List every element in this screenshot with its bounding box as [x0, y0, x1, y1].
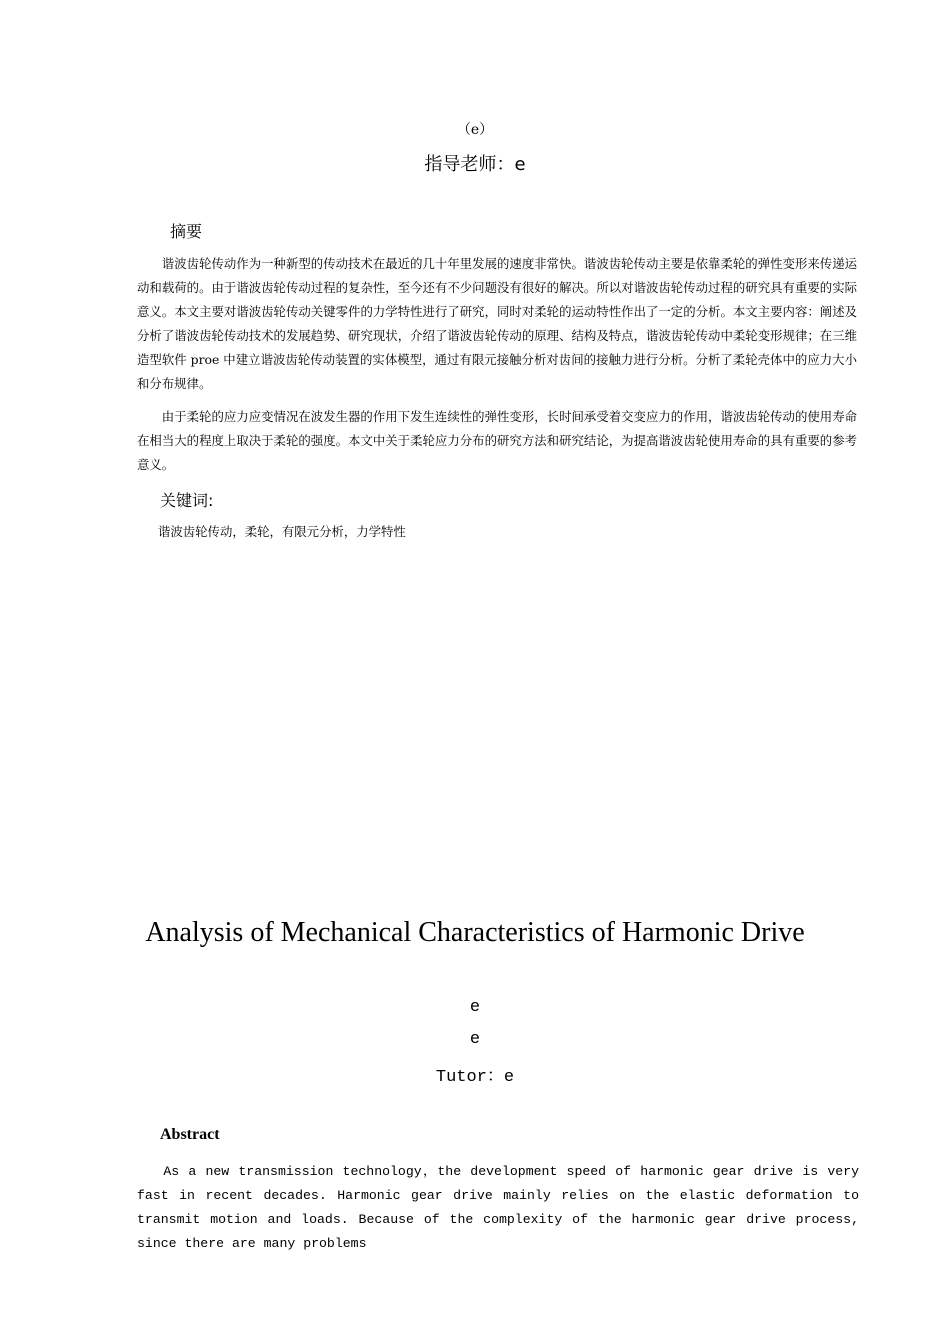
- cn-tutor-line: 指导老师：e: [424, 154, 526, 175]
- cn-abstract-paragraph-1: 谐波齿轮传动作为一种新型的传动技术在最近的几十年里发展的速度非常快。谐波齿轮传动主要是依靠柔轮的弹性变形来传递运动和载荷的。由于谐波齿轮传动过程的复杂性，至今还有不少问题没有很好的解决。所以对谐波齿轮传动过程的研究具有重要的实际意义。本文主要对谐波齿轮传动关键零件的力学特性进行了研究，同时对柔轮的运动特性作出了一定的分析。本文主要内容：阐述及分析了谐波齿轮传动技术的发展趋势、研究现状，介绍了谐波齿轮传动的原理、结构及特点，谐波齿轮传动中柔轮变形规律；在三维造型软件 proe 中建立谐波齿轮传动装置的实体模型，通过有限元接触分析对齿间的接触力进行分析。分析了柔轮壳体中的应力大小和分布规律。: [137, 256, 857, 391]
- en-line-1: e: [469, 998, 481, 1017]
- en-abstract-heading: Abstract: [160, 1126, 220, 1143]
- en-abstract-paragraph: As a new transmission technology，the development speed of harmonic gear drive is very fast in recent decades. Harmonic gear drive mainly relies on the elastic deformation to transmit motion and loads. Because of the complexity of the harmonic gear drive process, since there are many problems: [137, 1164, 859, 1251]
- cn-keywords: 谐波齿轮传动，柔轮，有限元分析，力学特性: [158, 524, 406, 539]
- en-title: Analysis of Mechanical Characteristics of Harmonic Drive: [145, 917, 805, 948]
- cn-keywords-heading: 关键词:: [160, 491, 214, 510]
- author-paren-line: （e）: [456, 122, 494, 138]
- en-tutor-line: Tutor：e: [435, 1068, 515, 1087]
- cn-abstract-paragraph-2: 由于柔轮的应力应变情况在波发生器的作用下发生连续性的弹性变形，长时间承受着交变应力的作用，谐波齿轮传动的使用寿命在相当大的程度上取决于柔轮的强度。本文中关于柔轮应力分布的研究方法和研究结论，为提高谐波齿轮使用寿命的具有重要的参考意义。: [137, 409, 857, 472]
- cn-abstract-heading: 摘要: [170, 222, 203, 241]
- en-line-2: e: [469, 1030, 481, 1049]
